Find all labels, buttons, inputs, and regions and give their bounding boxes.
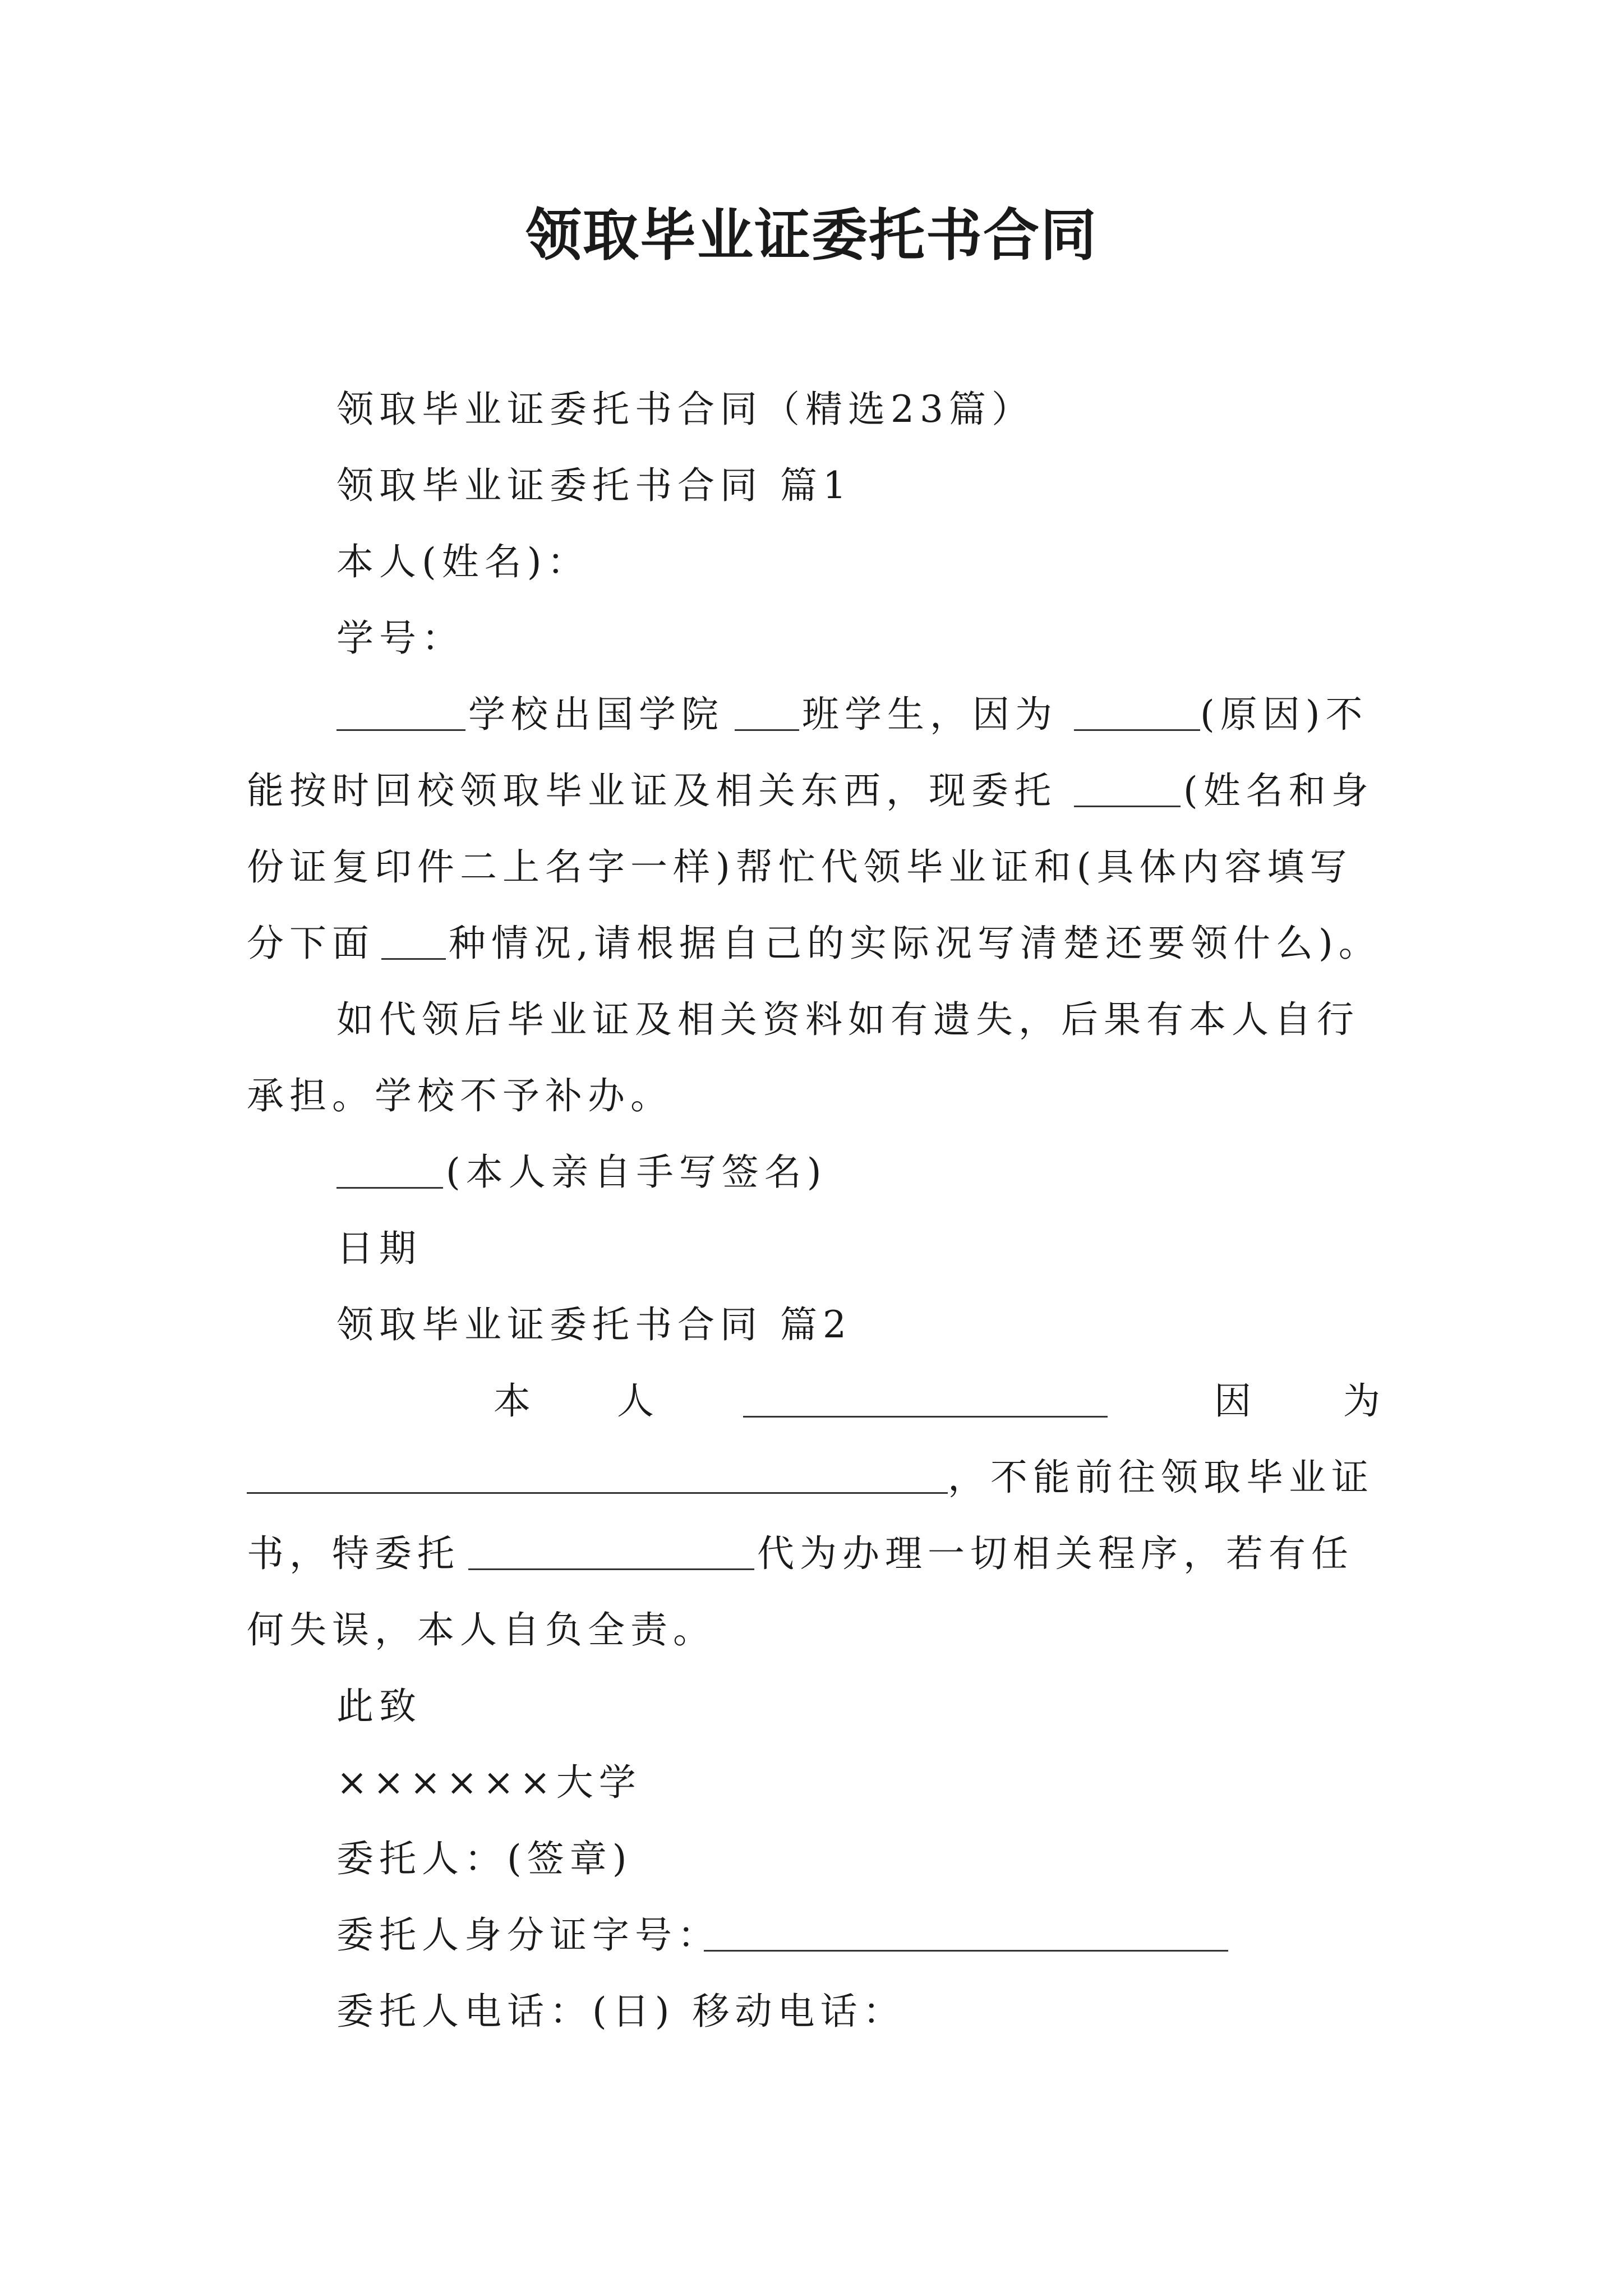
paragraph1-text-a: 学校出国学院 [468,693,724,736]
blank-person [743,1416,1108,1418]
blank-id-number [704,1950,1228,1952]
paragraph2-line2: 承担。学校不予补办。 [247,1074,673,1117]
salutation: 此致 [336,1685,422,1728]
spread-char-4: 为 [1343,1379,1380,1423]
spread-char-2: 人 [617,1379,654,1423]
paragraph1-line2-b: (姓名和身 [1183,769,1374,812]
paragraph1-line4-a: 分下面 [247,922,375,965]
university-name: ××××××大学 [336,1761,642,1804]
delegator-id-label: 委托人身分证字号： [336,1913,720,1957]
blank-cause [247,1492,948,1494]
collection-heading: 领取毕业证委托书合同（精选23篇） [336,388,1034,431]
blank-reason [1074,729,1200,731]
paragraph1-line4-b: 种情况,请根据自己的实际况写清楚还要领什么)。 [449,922,1381,965]
paragraph1-line2-a: 能按时回校领取毕业证及相关东西，现委托 [247,769,1057,812]
paragraph2-line1: 如代领后毕业证及相关资料如有遗失，后果有本人自行 [336,998,1359,1041]
paragraph3-line2: ，不能前往领取毕业证 [948,1456,1374,1499]
paragraph1-text-c: (原因)不 [1200,693,1368,736]
section-heading-1: 领取毕业证委托书合同 篇1 [336,464,852,507]
delegator-signature-label: 委托人：(签章) [336,1837,633,1880]
signature-label: (本人亲自手写签名) [446,1151,827,1194]
date-label: 日期 [336,1227,422,1270]
paragraph3-line3-b: 代为办理一切相关程序，若有任 [757,1532,1354,1575]
student-id-label: 学号： [336,616,464,660]
blank-situation [381,958,446,960]
paragraph3-line3-a: 书，特委托 [247,1532,460,1575]
blank-signature [336,1187,443,1189]
paragraph3-line4: 何失误，本人自负全责。 [247,1608,716,1651]
name-field-label: 本人(姓名)： [336,540,590,583]
section-heading-2: 领取毕业证委托书合同 篇2 [336,1303,852,1346]
spread-char-1: 本 [494,1379,531,1423]
paragraph1-text-b: 班学生，因为 [802,693,1058,736]
blank-school [336,729,465,731]
paragraph1-line3: 份证复印件二上名字一样)帮忙代领毕业证和(具体内容填写 [247,845,1353,889]
document-title: 领取毕业证委托书合同 [525,203,1098,268]
blank-class [735,729,799,731]
delegator-phone-label: 委托人电话：(日) 移动电话： [336,1990,906,2033]
blank-delegate-name [1074,806,1181,807]
spread-char-3: 因 [1214,1379,1251,1423]
blank-delegate [468,1568,754,1570]
